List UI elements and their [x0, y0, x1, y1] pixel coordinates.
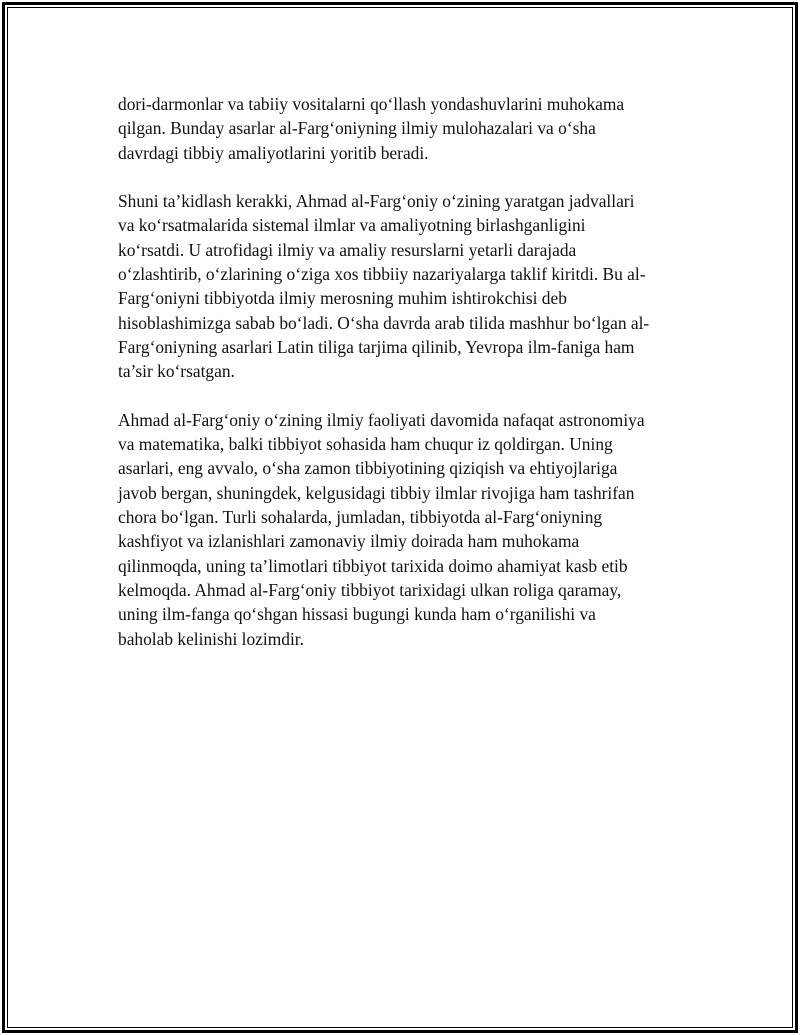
document-body [118, 92, 688, 675]
text-line: kelmoqda. Ahmad al-Farg‘oniy tibbiyot tarixidagi ulkan roliga qaramay, [118, 579, 622, 600]
text-line: Farg‘oniyning asarlari Latin tiliga tarjima qilinib, Yevropa ilm-faniga ham [118, 336, 635, 357]
text-line: javob bergan, shuningdek, kelgusidagi tibbiy ilmlar rivojiga ham tashrifan [118, 482, 635, 503]
text-line: baholab kelinishi lozimdir. [118, 628, 304, 649]
text-line: qilgan. Bunday asarlar al-Farg‘oniyning ilmiy mulohazalari va o‘sha [118, 118, 596, 139]
text-line: va ko‘rsatmalarida sistemal ilmlar va amaliyotning birlashganligini [118, 215, 586, 236]
text-line: dori-darmonlar va tabiiy vositalarni qo‘llash yondashuvlarini muhokama [118, 94, 625, 114]
text-line: kashfiyot va izlanishlari zamonaviy ilmiy doirada ham muhokama [118, 531, 580, 552]
text-line: Shuni ta’kidlash kerakki, Ahmad al-Farg‘oniy o‘zining yaratgan jadvallari [118, 191, 635, 212]
paragraph-2 [118, 189, 688, 383]
text-line: Farg‘oniyni tibbiyotda ilmiy merosning muhim ishtirokchisi deb [118, 288, 567, 309]
text-line: qilinmoqda, uning ta’limotlari tibbiyot tarixida doimo ahamiyat kasb etib [118, 555, 628, 576]
text-line: hisoblashimizga sabab bo‘ladi. O‘sha davrda arab tilida mashhur bo‘lgan al- [118, 312, 650, 333]
text-line: chora bo‘lgan. Turli sohalarda, jumladan, tibbiyotda al-Farg‘oniyning [118, 507, 603, 528]
text-line: Ahmad al-Farg‘oniy o‘zining ilmiy faoliyati davomida nafaqat astronomiya [118, 409, 645, 430]
text-line: o‘zlashtirib, o‘zlarining o‘ziga xos tibbiiy nazariyalarga taklif kiritdi. Bu al- [118, 264, 646, 285]
text-line: asarlari, eng avvalo, o‘sha zamon tibbiyotining qiziqish va ehtiyojlariga [118, 458, 618, 479]
text-line: ko‘rsatdi. U atrofidagi ilmiy va amaliy resurslarni yetarli darajada [118, 239, 577, 260]
text-line: va matematika, balki tibbiyot sohasida ham chuqur iz qoldirgan. Uning [118, 434, 613, 455]
text-line: ta’sir ko‘rsatgan. [118, 361, 235, 382]
text-line: davrdagi tibbiy amaliyotlarini yoritib beradi. [118, 142, 429, 163]
paragraph-3 [118, 408, 688, 651]
paragraph-1 [118, 92, 688, 165]
text-line: uning ilm-fanga qo‘shgan hissasi bugungi kunda ham o‘rganilishi va [118, 604, 596, 625]
